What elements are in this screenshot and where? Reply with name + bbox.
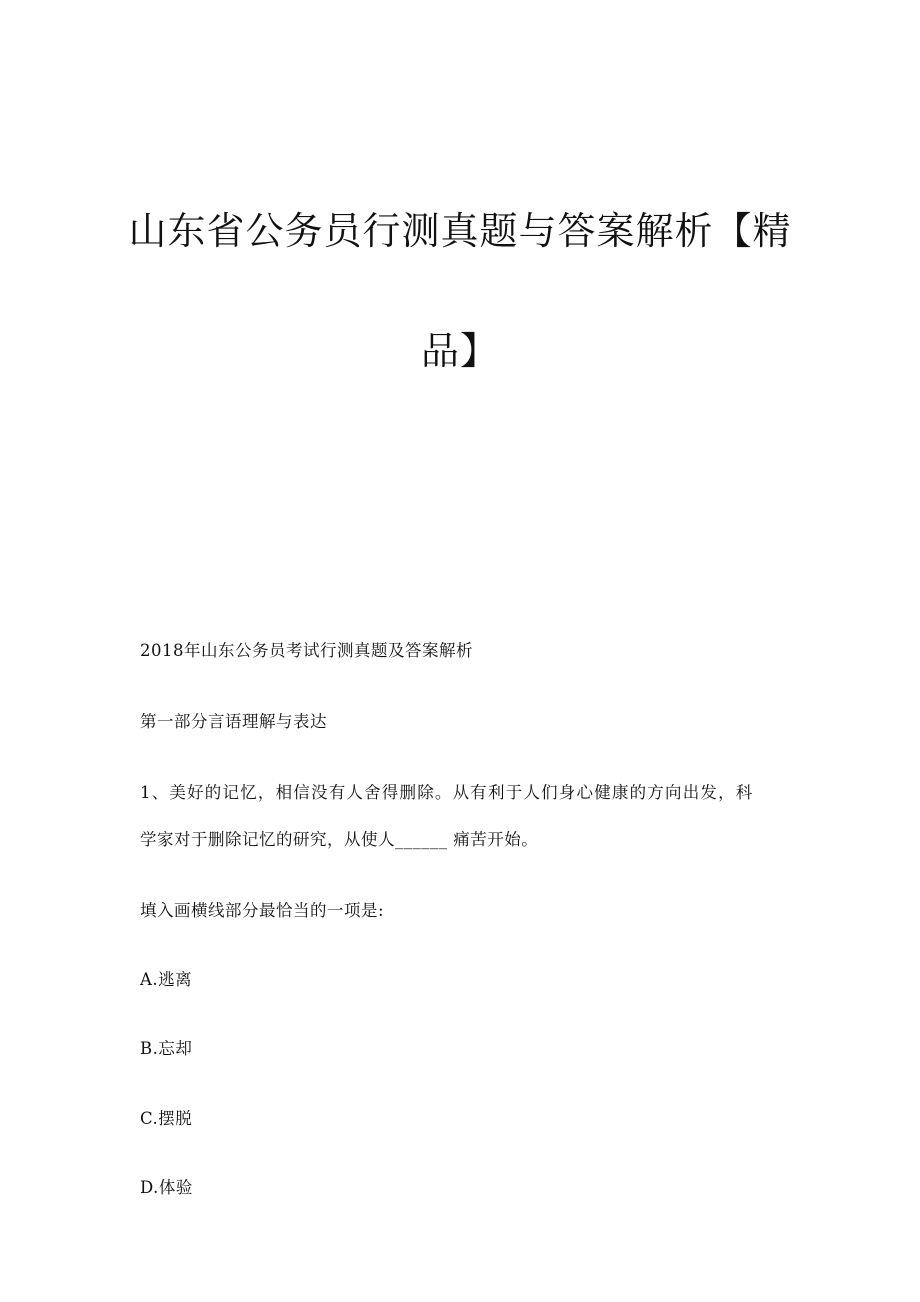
option-c: C.摆脱	[140, 1108, 193, 1128]
exam-subtitle: 2018年山东公务员考试行测真题及答案解析	[140, 640, 473, 660]
document-title-line-1: 山东省公务员行测真题与答案解析【精	[128, 209, 792, 253]
option-a: A.逃离	[140, 969, 193, 989]
option-d: D.体验	[140, 1177, 193, 1197]
question-1-text-line-1: 1、美好的记忆，相信没有人舍得删除。从有利于人们身心健康的方向出发，科	[140, 782, 754, 802]
section-heading: 第一部分言语理解与表达	[140, 711, 327, 731]
question-1-text-line-2: 学家对于删除记忆的研究，从使人______ 痛苦开始。	[140, 829, 539, 849]
question-1-instruction: 填入画横线部分最恰当的一项是:	[140, 900, 385, 920]
option-b: B.忘却	[140, 1038, 193, 1058]
document-title-line-2: 品】	[420, 329, 499, 373]
